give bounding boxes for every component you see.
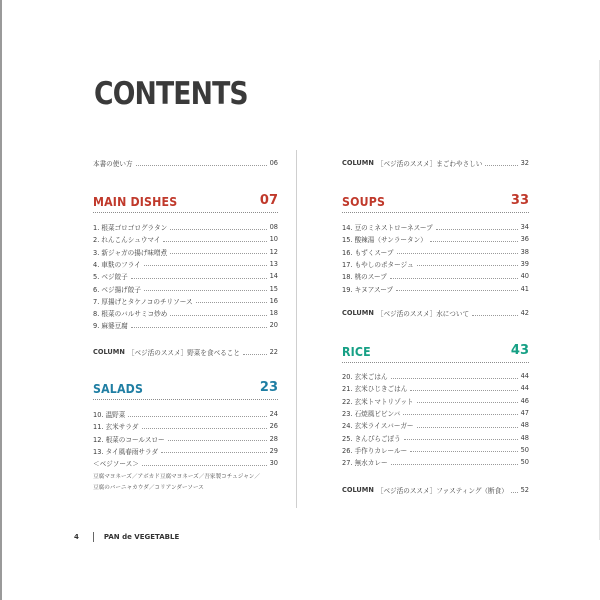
section-name: MAIN DISHES xyxy=(93,194,178,209)
section-rule xyxy=(93,399,278,400)
sauce-note-line: 豆腐マヨネーズ／アボカド豆腐マヨネーズ／吾家製コチュジャン／ xyxy=(93,474,260,480)
toc-entry-label: ＜ベジソース＞ xyxy=(93,460,139,469)
toc-entry[interactable] xyxy=(93,320,278,330)
toc-entry-page: 46 xyxy=(520,396,529,405)
leader-dots xyxy=(144,265,267,266)
column-divider xyxy=(296,150,297,508)
leader-dots xyxy=(144,290,267,291)
section-page: 23 xyxy=(259,380,278,395)
leader-dots xyxy=(397,253,518,254)
leader-dots xyxy=(410,451,517,452)
toc-entry-page: 38 xyxy=(520,247,529,256)
toc-entry-label: 22. 玄米トマトリゾット xyxy=(342,397,414,406)
section-rule xyxy=(342,362,529,363)
toc-entry-page: 32 xyxy=(520,159,529,167)
toc-entry-page: 10 xyxy=(269,235,278,244)
footer-book-title: PAN de VEGETABLE xyxy=(103,533,180,541)
toc-entry[interactable] xyxy=(93,434,278,444)
toc-entry-page: 20 xyxy=(269,321,278,330)
toc-entry-intro[interactable] xyxy=(93,158,278,168)
toc-entry-page: 24 xyxy=(269,410,278,418)
toc-entry-label: 23. 石焼風ビビンバ xyxy=(342,409,401,418)
toc-entry[interactable] xyxy=(342,383,529,393)
leader-dots xyxy=(390,278,518,279)
leader-dots xyxy=(511,492,518,493)
toc-entry-label: 19. キヌアスープ xyxy=(342,285,394,294)
leader-dots xyxy=(472,315,518,316)
sauce-note-line: 豆腐のバーニャカウダ／コリアンダーソース xyxy=(93,485,204,491)
toc-entry-label: 12. 根菜のコールスロー xyxy=(93,435,165,444)
toc-entry-label: 2. れんこんシュウマイ xyxy=(93,236,161,245)
toc-entry-page: 22 xyxy=(269,348,278,356)
toc-entry-page: 44 xyxy=(520,384,529,393)
leader-dots xyxy=(410,390,517,391)
toc-entry[interactable] xyxy=(93,259,278,269)
toc-entry-label: 3. 新ジャガの揚げ味噌煮 xyxy=(93,248,168,257)
toc-entry-label: ［ベジ活のススメ］まごわやさしい xyxy=(376,160,483,168)
leader-dots xyxy=(391,378,518,379)
toc-entry-label: 17. もやしのポタージュ xyxy=(342,260,414,269)
toc-entry[interactable] xyxy=(342,457,529,467)
toc-entry-label: 1. 根菜ゴロゴログラタン xyxy=(93,224,168,232)
toc-entry-label: 15. 酸辣湯（サンラータン） xyxy=(342,236,427,245)
toc-entry-page: 08 xyxy=(269,223,278,231)
leader-dots xyxy=(168,440,267,441)
section-name: SOUPS xyxy=(342,194,386,209)
toc-entry-label: ［ベジ活のススメ］ファスティング（断食） xyxy=(376,487,508,495)
column-tag: COLUMN xyxy=(93,348,125,356)
toc-entry-label: 26. 手作りカレールー xyxy=(342,446,408,455)
toc-column-entry[interactable] xyxy=(342,158,529,168)
toc-entry-page: 14 xyxy=(269,272,278,281)
toc-entry-page: 16 xyxy=(269,296,278,305)
leader-dots xyxy=(436,229,518,230)
toc-entry-label: ［ベジ活のススメ］水について xyxy=(376,310,470,318)
toc-entry-page: 44 xyxy=(520,372,529,380)
toc-entry-label: 24. 玄米ライスバーガー xyxy=(342,422,414,431)
section-rule xyxy=(93,212,278,213)
leader-dots xyxy=(243,354,267,355)
section-header-soups[interactable] xyxy=(342,194,529,212)
toc-entry-page: 41 xyxy=(520,284,529,293)
leader-dots xyxy=(131,278,267,279)
toc-entry[interactable] xyxy=(342,222,529,232)
toc-entry[interactable] xyxy=(93,458,278,468)
column-tag: COLUMN xyxy=(342,309,374,317)
section-page: 33 xyxy=(510,193,529,208)
toc-entry-label: 11. 玄米サラダ xyxy=(93,423,139,432)
toc-entry-page: 12 xyxy=(269,247,278,256)
toc-entry-label: ［ベジ活のススメ］野菜を食べること xyxy=(127,349,240,357)
toc-entry[interactable] xyxy=(342,371,529,381)
section-name: SALADS xyxy=(93,381,144,396)
toc-entry-label: 7. 厚揚げとタケノコのチリソース xyxy=(93,297,193,306)
toc-entry[interactable] xyxy=(342,445,529,455)
leader-dots xyxy=(163,241,266,242)
toc-entry-page: 47 xyxy=(520,408,529,417)
toc-entry-page: 48 xyxy=(520,421,529,430)
toc-entry-page: 39 xyxy=(520,259,529,268)
toc-entry[interactable] xyxy=(342,259,529,269)
toc-entry-label: 25. きんぴらごぼう xyxy=(342,434,401,443)
column-tag: COLUMN xyxy=(342,159,374,167)
toc-entry-label: 本書の使い方 xyxy=(93,160,133,168)
toc-entry-page: 26 xyxy=(269,422,278,431)
section-header-salads[interactable] xyxy=(93,381,278,399)
toc-entry-label: 9. 麻婆豆腐 xyxy=(93,322,128,331)
toc-entry[interactable] xyxy=(93,409,278,419)
leader-dots xyxy=(136,165,267,166)
toc-entry-page: 13 xyxy=(269,259,278,268)
leader-dots xyxy=(485,165,517,166)
leader-dots xyxy=(396,290,517,291)
leader-dots xyxy=(170,253,266,254)
toc-entry-page: 34 xyxy=(520,223,529,231)
toc-column-entry[interactable] xyxy=(342,485,529,495)
leader-dots xyxy=(391,464,518,465)
leader-dots xyxy=(403,414,517,415)
section-rule xyxy=(342,212,529,213)
toc-entry-label: 14. 豆のミネストローネスープ xyxy=(342,224,433,232)
toc-entry-page: 15 xyxy=(269,284,278,293)
leader-dots xyxy=(430,241,518,242)
leader-dots xyxy=(161,452,266,453)
toc-entry[interactable] xyxy=(93,247,278,257)
leader-dots xyxy=(128,416,266,417)
page-footer xyxy=(74,532,179,542)
toc-entry-page: 40 xyxy=(520,272,529,281)
section-name: RICE xyxy=(342,344,371,359)
footer-separator xyxy=(93,532,94,542)
page-binding-edge xyxy=(0,0,2,600)
toc-entry[interactable] xyxy=(93,296,278,306)
toc-entry[interactable] xyxy=(342,420,529,430)
toc-entry-page: 50 xyxy=(520,458,529,467)
leader-dots xyxy=(142,465,267,466)
toc-entry[interactable] xyxy=(342,234,529,244)
toc-entry-label: 5. ベジ餃子 xyxy=(93,273,128,282)
toc-entry-label: 21. 玄米ひじきごはん xyxy=(342,385,408,394)
section-page: 43 xyxy=(510,343,529,358)
section-header-rice[interactable] xyxy=(342,344,529,362)
toc-entry-label: 27. 無水カレー xyxy=(342,459,388,468)
section-page: 07 xyxy=(259,193,278,208)
toc-entry-page: 36 xyxy=(520,235,529,244)
toc-entry-label: 4. 車麩のフライ xyxy=(93,260,141,269)
leader-dots xyxy=(196,302,267,303)
toc-entry-label: 6. ベジ揚げ餃子 xyxy=(93,285,141,294)
toc-entry-label: 8. 根菜のバルサミコ炒め xyxy=(93,310,168,319)
footer-page-number: 4 xyxy=(74,533,79,541)
toc-entry-page: 50 xyxy=(520,445,529,454)
toc-entry-page: 06 xyxy=(269,159,278,167)
column-tag: COLUMN xyxy=(342,486,374,494)
toc-entry[interactable] xyxy=(342,247,529,257)
toc-entry-page: 48 xyxy=(520,433,529,442)
leader-dots xyxy=(142,428,267,429)
toc-entry[interactable] xyxy=(93,284,278,294)
toc-entry-label: 10. 温野菜 xyxy=(93,411,126,419)
toc-entry[interactable] xyxy=(342,271,529,281)
leader-dots xyxy=(131,327,267,328)
toc-entry-page: 29 xyxy=(269,446,278,455)
leader-dots xyxy=(417,265,518,266)
leader-dots xyxy=(404,439,518,440)
leader-dots xyxy=(417,402,518,403)
toc-entry[interactable] xyxy=(93,234,278,244)
toc-column-entry[interactable] xyxy=(342,308,529,318)
toc-entry[interactable] xyxy=(342,284,529,294)
page-title: CONTENTS xyxy=(94,76,248,112)
toc-entry[interactable] xyxy=(342,396,529,406)
toc-column-entry[interactable] xyxy=(93,347,278,357)
toc-entry-page: 30 xyxy=(269,459,278,468)
toc-entry-page: 52 xyxy=(520,486,529,494)
toc-entry-label: 16. もずくスープ xyxy=(342,248,394,257)
toc-entry[interactable] xyxy=(93,446,278,456)
leader-dots xyxy=(170,315,266,316)
toc-entry-page: 28 xyxy=(269,434,278,443)
toc-entry[interactable] xyxy=(93,308,278,318)
toc-entry[interactable] xyxy=(342,433,529,443)
leader-dots xyxy=(417,427,518,428)
leader-dots xyxy=(170,229,266,230)
toc-entry[interactable] xyxy=(93,421,278,431)
toc-entry-label: 20. 玄米ごはん xyxy=(342,373,388,381)
toc-entry-page: 18 xyxy=(269,309,278,318)
toc-entry-label: 13. タイ風春雨サラダ xyxy=(93,447,159,456)
toc-entry-page: 42 xyxy=(520,309,529,317)
section-header-main-dishes[interactable] xyxy=(93,194,278,212)
toc-entry[interactable] xyxy=(342,408,529,418)
toc-entry[interactable] xyxy=(93,222,278,232)
toc-entry[interactable] xyxy=(93,271,278,281)
toc-entry-label: 18. 桃のスープ xyxy=(342,273,387,282)
